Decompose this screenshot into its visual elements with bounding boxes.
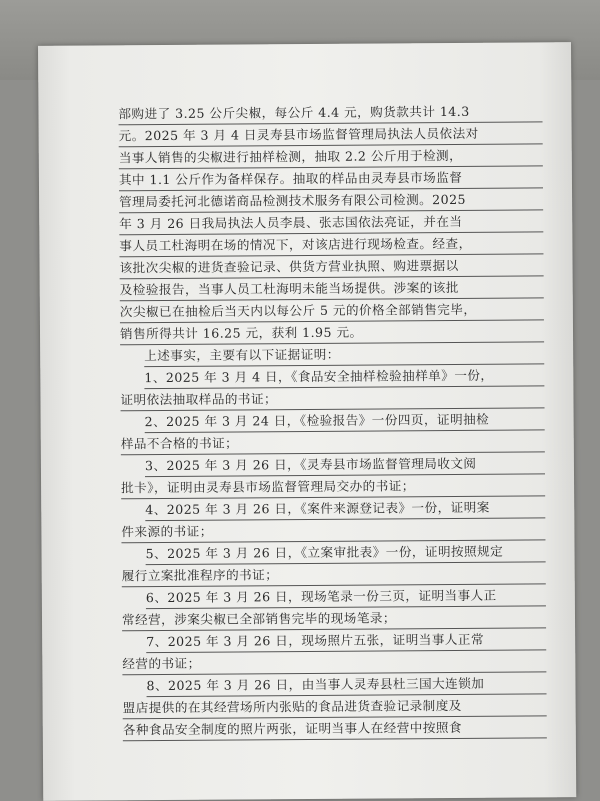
text-line: 盟店提供的在其经营场所内张贴的食品进货查验记录制度及 (123, 696, 547, 719)
text-line: 3、2025 年 3 月 26 日，《灵寿县市场监督管理局收文阅 (145, 454, 545, 477)
text-line: 次尖椒已在抽检后当天内以每公斤 5 元的价格全部销售完毕， (120, 300, 544, 323)
text-line: 证明依法抽取样品的书证； (120, 388, 544, 411)
document-page (38, 42, 576, 801)
text-line: 批卡》，证明由灵寿县市场监督管理局交办的书证； (121, 476, 545, 499)
text-line: 销售所得共计 16.25 元，获利 1.95 元。 (120, 322, 544, 345)
text-line: 元。2025 年 3 月 4 日灵寿县市场监督管理局执法人员依法对 (119, 124, 543, 147)
text-line: 5、2025 年 3 月 26 日，《立案审批表》一份，证明按照规定 (145, 542, 545, 565)
text-line: 事人员工杜海明在场的情况下，对该店进行现场检查。经查， (119, 234, 543, 257)
text-line: 2、2025 年 3 月 24 日，《检验报告》一份四页，证明抽检 (145, 410, 545, 433)
text-line: 年 3 月 26 日我局执法人员李晨、张志国依法亮证，并在当 (119, 212, 543, 235)
text-line: 常经营，涉案尖椒已全部销售完毕的现场笔录； (122, 608, 546, 631)
text-line: 样品不合格的书证； (121, 432, 545, 455)
text-line: 其中 1.1 公斤作为备样保存。抽取的样品由灵寿县市场监督 (119, 168, 543, 191)
text-line: 部购进了 3.25 公斤尖椒，每公斤 4.4 元，购货款共计 14.3 (118, 102, 542, 125)
text-line: 6、2025 年 3 月 26 日，现场笔录一份三页，证明当事人正 (146, 586, 546, 609)
text-line: 8、2025 年 3 月 26 日，由当事人灵寿县杜三国大连锁加 (146, 674, 546, 697)
text-line: 当事人销售的尖椒进行抽样检测，抽取 2.2 公斤用于检测， (119, 146, 543, 169)
text-line: 件来源的书证； (121, 520, 545, 543)
text-line: 上述事实，主要有以下证据证明： (144, 344, 544, 367)
text-line: 7、2025 年 3 月 26 日，现场照片五张，证明当事人正常 (146, 630, 546, 653)
text-line: 履行立案批准程序的书证； (122, 564, 546, 587)
text-line: 1、2025 年 3 月 4 日，《食品安全抽样检验抽样单》一份， (144, 366, 544, 389)
text-line: 管理局委托河北德诺商品检测技术服务有限公司检测。2025 (119, 190, 543, 213)
text-line: 各种食品安全制度的照片两张，证明当事人在经营中按照食 (123, 718, 547, 741)
text-line: 4、2025 年 3 月 26 日，《案件来源登记表》一份，证明案 (145, 498, 545, 521)
text-line: 及检验报告，当事人员工杜海明未能当场提供。涉案的该批 (120, 278, 544, 301)
text-line: 该批次尖椒的进货查验记录、供货方营业执照、购进票据以 (119, 256, 543, 279)
text-line: 经营的书证； (122, 652, 546, 675)
